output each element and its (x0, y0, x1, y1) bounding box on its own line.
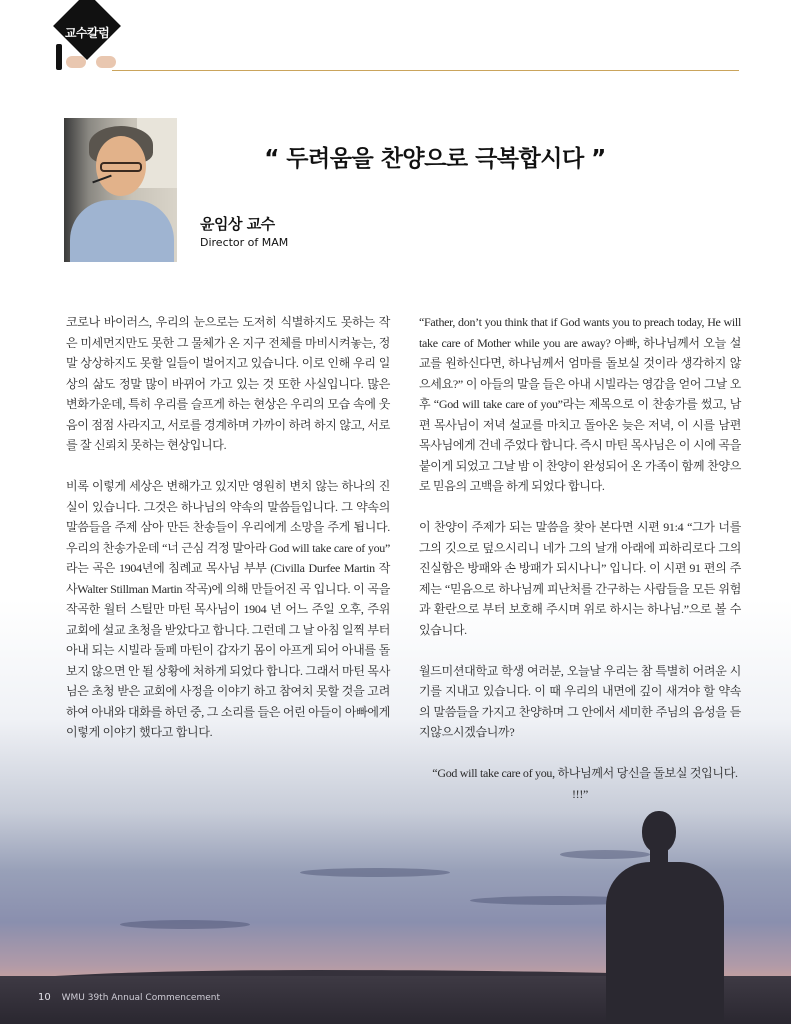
section-badge (52, 0, 132, 72)
section-label: 교수칼럼 (64, 26, 110, 40)
article-title: “ 두려움을 찬양으로 극복합시다 ” (264, 146, 606, 172)
page-number: 10 (38, 992, 51, 1003)
author-photo (64, 118, 177, 262)
paragraph: 이 찬양이 주제가 되는 말씀을 찾아 본다면 시편 91:4 “그가 너를 그의 깃으로 덮으시리니 네가 그의 날개 아래에 피하리로다 그의 진실함은 방패와 손 방패가 되시나니” 입니다. 이 시편 91 편의 주제는 “믿음으로 하나님께 피난처를 간구하는 사람들을 모든 위험과 환란으로 부터 보호해 주시며 위로 하시는 하나님.”으로 볼 수 있습니다. (419, 520, 741, 637)
left-hand-icon (66, 56, 86, 68)
publication-name: WMU 39th Annual Commencement (61, 993, 221, 1003)
body-column-left (66, 312, 390, 763)
right-hand-icon (96, 56, 116, 68)
closing-quote: “God will take care of you, 하나님께서 당신을 돌보실 것입니다. !!!” (432, 766, 738, 801)
paragraph: 코로나 바이러스, 우리의 눈으로는 도저히 식별하지도 못하는 작은 미세먼지만도 못한 그 물체가 온 지구 전체를 마비시켜놓는, 정말 상상하지도 못할 일들이 벌어지고 있습니다. 이로 인해 우리 일상의 삶도 정말 많이 바뀌어 가고 있는 것 또한 사실입니다. 많은 변화가운데, 특히 우리를 슬프게 하는 현상은 우리의 모습 속에 웃음이 점점 사라지고, 서로를 경계하며 가까이 하려 하지 않고, 서로를 잘 신뢰치 못하는 현상입니다. (66, 315, 390, 452)
body-column-right (419, 312, 741, 825)
author-role: Director of MAM (200, 236, 289, 249)
header-divider (112, 70, 739, 71)
page-footer (38, 992, 220, 1003)
author-name: 윤임상 교수 (200, 215, 275, 233)
pen-icon (56, 44, 62, 70)
paragraph: 월드미션대학교 학생 여러분, 오늘날 우리는 참 특별히 어려운 시기를 지내고 있습니다. 이 때 우리의 내면에 깊이 새겨야 할 약속의 말씀들을 가지고 찬양하며 그 안에서 세미한 주님의 음성을 듣지않으시겠습니까? (419, 663, 741, 739)
paragraph: “Father, don’t you think that if God wants you to preach today, He will take care of Mother while you are away? 아빠, 하나님께서 오늘 설교를 원하신다면, 하나님께서 엄마를 돌보실 것이라 생각하지 않으세요?” 이 아들의 말을 들은 아내 시빌라는 영감을 얻어 그날 오후 “God will take care of you”라는 제목으로 이 찬송가를 썼고, 남편 목사님이 저녁 설교를 마치고 돌아온 늦은 저녁, 이 시를 남편 목사님에게 건네 주었다 합니다. 즉시 마틴 목사님은 이 시에 곡을 붙이게 되었고 그날 밤 이 찬양이 완성되어 온 가족이 함께 찬양으로 믿음의 고백을 하게 되었다 합니다. (419, 315, 741, 493)
paragraph: 비록 이렇게 세상은 변해가고 있지만 영원히 변치 않는 하나의 진실이 있습니다. 그것은 하나님의 약속의 말씀들입니다. 그 약속의 말씀들을 주제 삼아 만든 찬송들이 우리에게 소망을 주게 됩니다. 우리의 찬송가운데 “너 근심 걱정 말아라 God will take care of you” 라는 곡은 1904년에 침례교 목사님 부부 (Civilla Durfee Martin 작사Walter Stillman Martin 작곡)에 의해 만들어진 곡 입니다. 이 곡을 작곡한 월터 스틸만 마틴 목사님이 1904 년 어느 주일 오후, 주위 교회에 설교 초청을 받았다고 합니다. 그런데 그 날 아침 일찍 부터 아내 되는 시빌라 둘페 마틴이 갑자기 몸이 아프게 되어 아내를 돌보지 않으면 안 될 상황에 처하게 되었다 합니다. 그래서 마틴 목사님은 초청 받은 교회에 사정을 이야기 하고 참여치 못할 것을 고려하여 아내와 대화를 하던 중, 그 소리를 들은 어린 아들이 아빠에게 이렇게 이야기 했다고 합니다. (66, 479, 390, 739)
